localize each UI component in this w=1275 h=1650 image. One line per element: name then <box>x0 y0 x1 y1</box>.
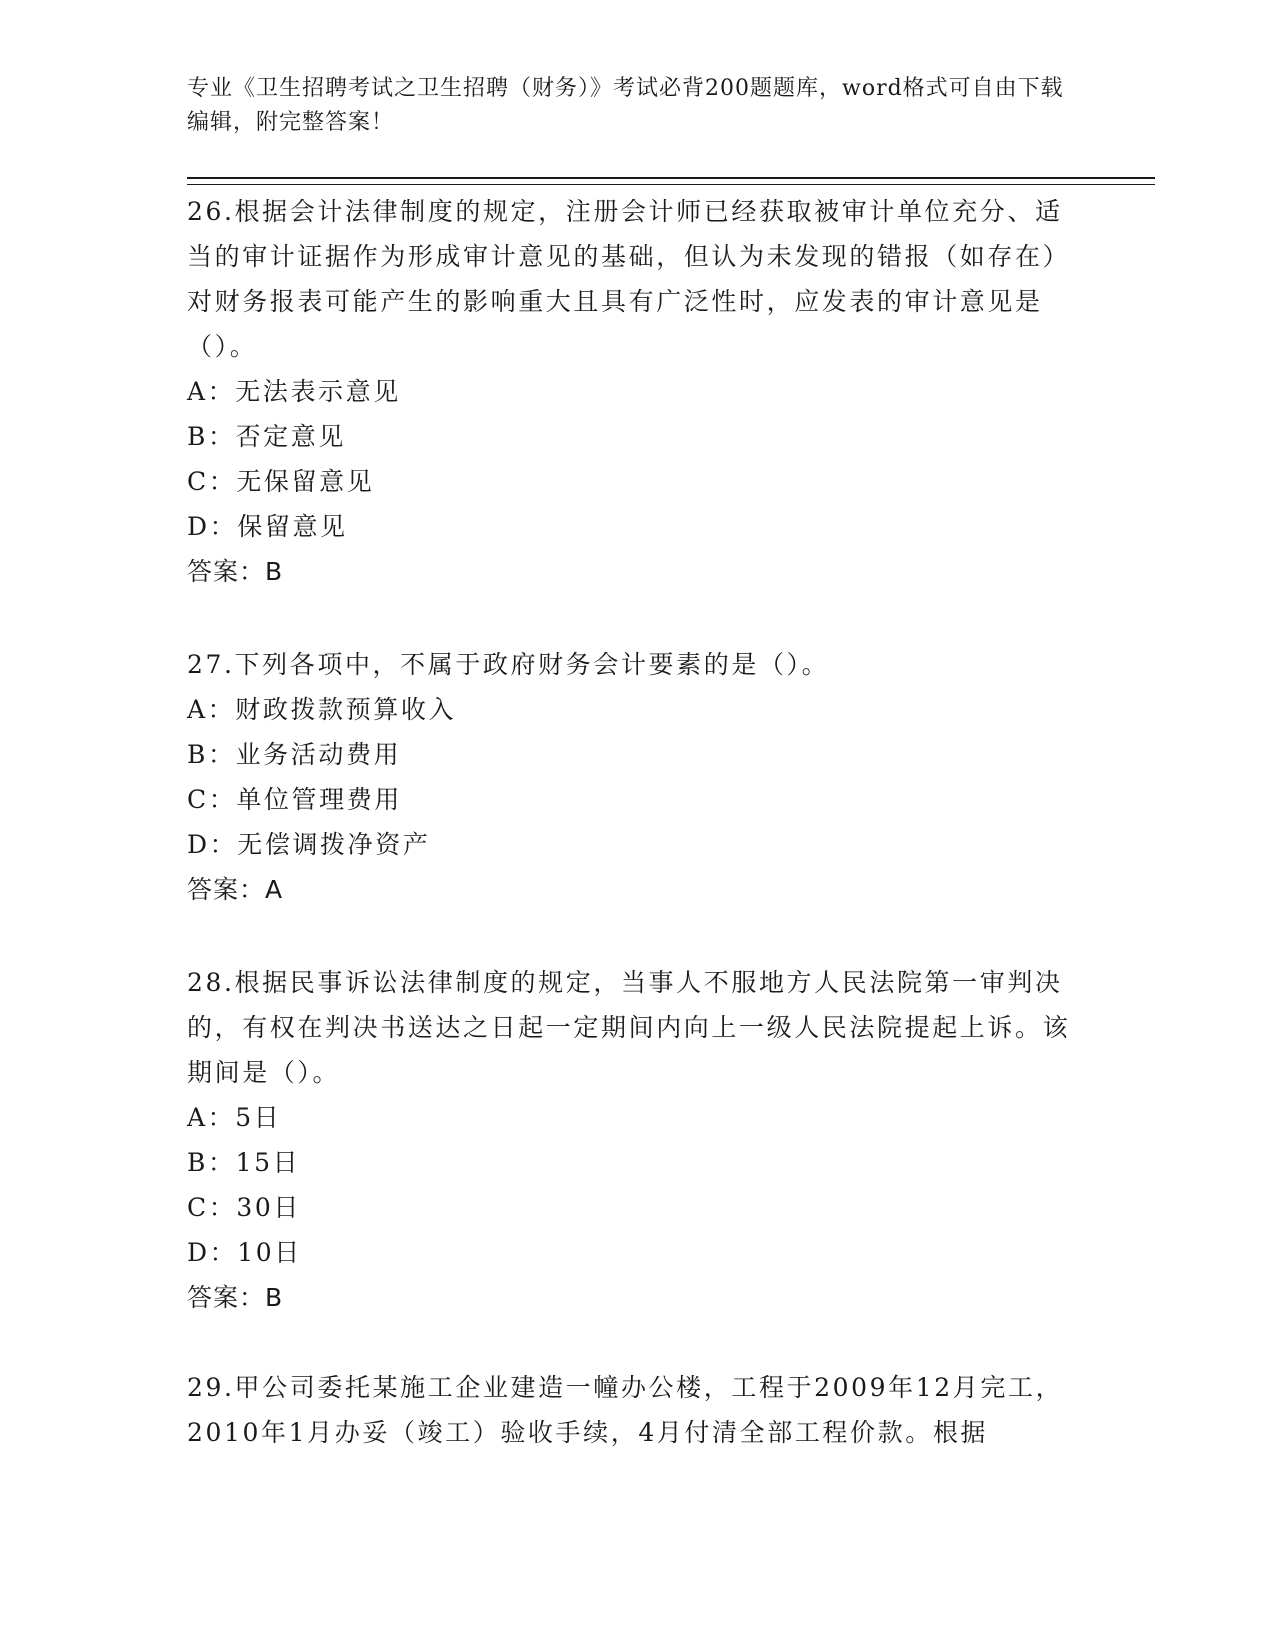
option-a: A：5日 <box>187 1103 282 1132</box>
option-d: D：无偿调拨净资产 <box>187 830 431 859</box>
answer-line: 答案：A <box>187 875 284 904</box>
option-a: A：财政拨款预算收入 <box>187 695 457 724</box>
option-c: C：无保留意见 <box>187 467 375 496</box>
question-stem: 26.根据会计法律制度的规定，注册会计师已经获取被审计单位充分、适当的审计证据作为形成审计意见的基础，但认为未发现的错报（如存在）对财务报表可能产生的影响重大且具有广泛性时，应发表的审计意见是（）。 <box>187 197 1071 361</box>
header-divider-thin <box>187 184 1155 185</box>
question-28 <box>187 960 1077 1320</box>
question-stem: 27.下列各项中，不属于政府财务会计要素的是（）。 <box>187 650 830 679</box>
question-stem: 28.根据民事诉讼法律制度的规定，当事人不服地方人民法院第一审判决的，有权在判决书送达之日起一定期间内向上一级人民法院提起上诉。该期间是（）。 <box>187 968 1071 1087</box>
option-c: C：30日 <box>187 1193 301 1222</box>
option-b: B：否定意见 <box>187 422 346 451</box>
option-b: B：业务活动费用 <box>187 740 402 769</box>
option-d: D：保留意见 <box>187 512 348 541</box>
option-b: B：15日 <box>187 1148 301 1177</box>
header-divider-thick <box>187 177 1155 179</box>
option-d: D：10日 <box>187 1238 302 1267</box>
document-header: 专业《卫生招聘考试之卫生招聘（财务）》考试必背200题题库，word格式可自由下载编辑，附完整答案！ <box>187 76 1064 135</box>
option-c: C：单位管理费用 <box>187 785 402 814</box>
question-27 <box>187 642 1077 912</box>
option-a: A：无法表示意见 <box>187 377 401 406</box>
answer-line: 答案：B <box>187 1283 284 1312</box>
answer-line: 答案：B <box>187 557 284 586</box>
question-stem: 29.甲公司委托某施工企业建造一幢办公楼，工程于2009年12月完工，2010年1月办妥（竣工）验收手续，4月付清全部工程价款。根据 <box>187 1373 1064 1447</box>
question-26 <box>187 189 1077 594</box>
question-29 <box>187 1365 1077 1455</box>
